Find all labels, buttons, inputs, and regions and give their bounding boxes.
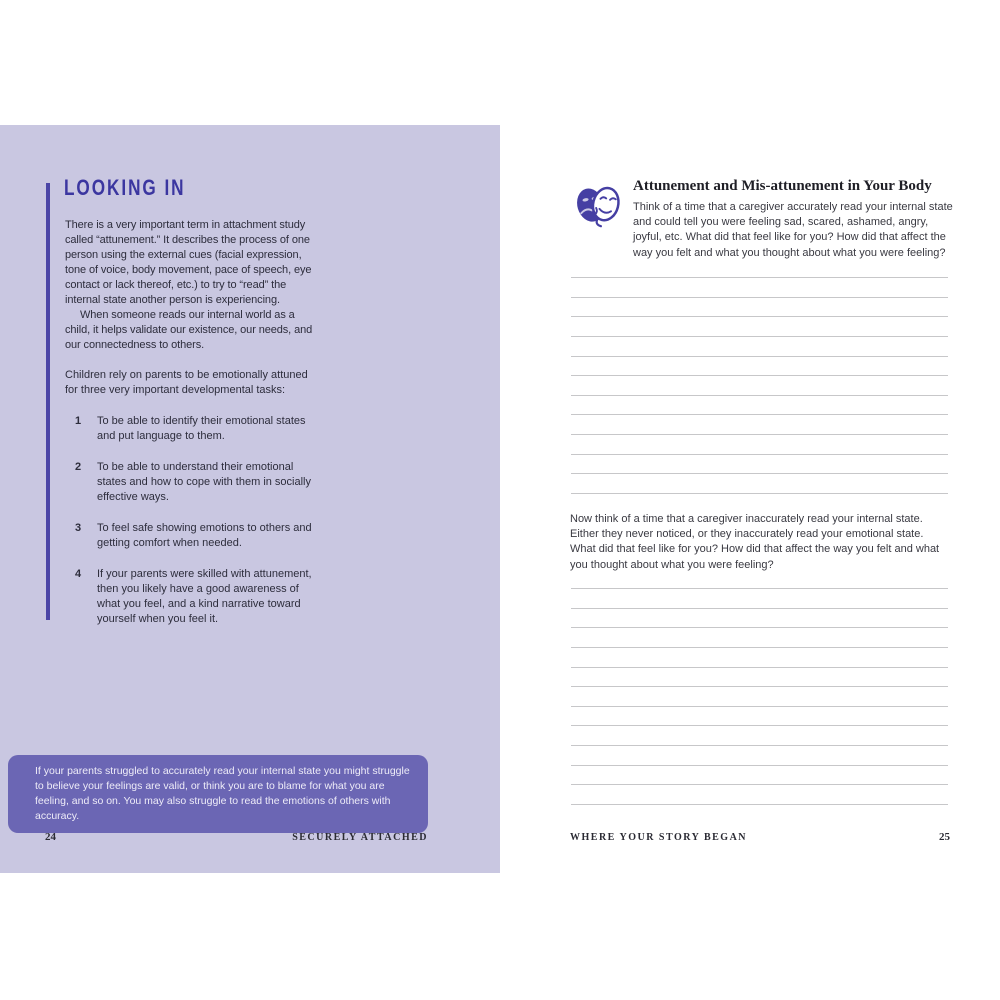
intro-paragraphs (65, 218, 319, 353)
list-text: To be able to identify their emotional states and put language to them. (97, 415, 306, 442)
ruled-line (571, 454, 948, 455)
ruled-line (571, 745, 948, 746)
page-number: 25 (939, 831, 950, 843)
list-item (75, 414, 319, 444)
ruled-line (571, 375, 948, 376)
right-page (500, 125, 1000, 873)
theater-masks-icon (575, 179, 623, 235)
developmental-tasks-list (75, 414, 319, 643)
exercise-prompt-2: Now think of a time that a caregiver inaccurately read your internal state. Either they never noticed, or they inaccurately read your emotional state. What did that feel like for you? How did that affect the way you felt and what you thought about what you were feeling? (570, 513, 940, 571)
ruled-line (571, 784, 948, 785)
list-text: To feel safe showing emotions to others and getting comfort when needed. (97, 522, 312, 549)
writing-lines-bottom (571, 588, 948, 824)
ruled-line (571, 414, 948, 415)
list-item (75, 521, 319, 551)
list-item (75, 567, 319, 627)
list-number: 4 (75, 568, 82, 580)
exercise-prompt-1: Think of a time that a caregiver accurately read your internal state and could tell you were feeling sad, scared, ashamed, angry, joyful, etc. What did that feel like for you? How did that affect the way you felt and what you thought about what you were feeling? (633, 201, 953, 259)
ruled-line (571, 686, 948, 687)
running-footer: WHERE YOUR STORY BEGAN (570, 832, 748, 843)
left-page (0, 125, 500, 873)
callout-text: If your parents struggled to accurately read your internal state you might struggle to believe your feelings are valid, or think you are to blame for what you are feeling, and so on. You may also struggle to read the emotions of others with accuracy. (35, 765, 410, 822)
right-page-footer (570, 831, 950, 843)
paragraph: When someone reads our internal world as a child, it helps validate our existence, our needs, and our connectedness to others. (65, 309, 313, 351)
list-number: 3 (75, 522, 82, 534)
exercise-title: Attunement and Mis-attunement in Your Body (633, 178, 932, 194)
ruled-line (571, 608, 948, 609)
list-number: 2 (75, 461, 82, 473)
ruled-line (571, 627, 948, 628)
ruled-line (571, 277, 948, 278)
ruled-line (571, 356, 948, 357)
ruled-line (571, 395, 948, 396)
ruled-line (571, 297, 948, 298)
ruled-line (571, 493, 948, 494)
paragraph: Children rely on parents to be emotionally attuned for three very important developmental tasks: (65, 369, 308, 396)
ruled-line (571, 725, 948, 726)
list-text: To be able to understand their emotional states and how to cope with them in socially effective ways. (97, 461, 312, 503)
ruled-line (571, 765, 948, 766)
ruled-line (571, 804, 948, 805)
ruled-line (571, 667, 948, 668)
writing-lines-top (571, 277, 948, 513)
page-number: 24 (45, 831, 56, 843)
left-page-footer (45, 831, 428, 843)
list-text: If your parents were skilled with attunement, then you likely have a good awareness of what you feel, and a kind narrative toward yourself when you feel it. (97, 568, 312, 625)
list-number: 1 (75, 415, 82, 427)
ruled-line (571, 316, 948, 317)
ruled-line (571, 336, 948, 337)
ruled-line (571, 588, 948, 589)
running-footer: SECURELY ATTACHED (292, 832, 428, 843)
heading-accent-bar (46, 183, 50, 620)
paragraph: There is a very important term in attachment study called “attunement.” It describes the process of one person using the external cues (facial expression, tone of voice, body movement, pace of speech, eye contact or lack thereof, etc.) to try to “read” the internal state another person is experiencing. (65, 219, 312, 306)
ruled-line (571, 434, 948, 435)
ruled-line (571, 473, 948, 474)
ruled-line (571, 647, 948, 648)
list-item (75, 460, 319, 505)
ruled-line (571, 706, 948, 707)
callout-box (8, 755, 428, 833)
section-heading: LOOKING IN (64, 175, 186, 200)
